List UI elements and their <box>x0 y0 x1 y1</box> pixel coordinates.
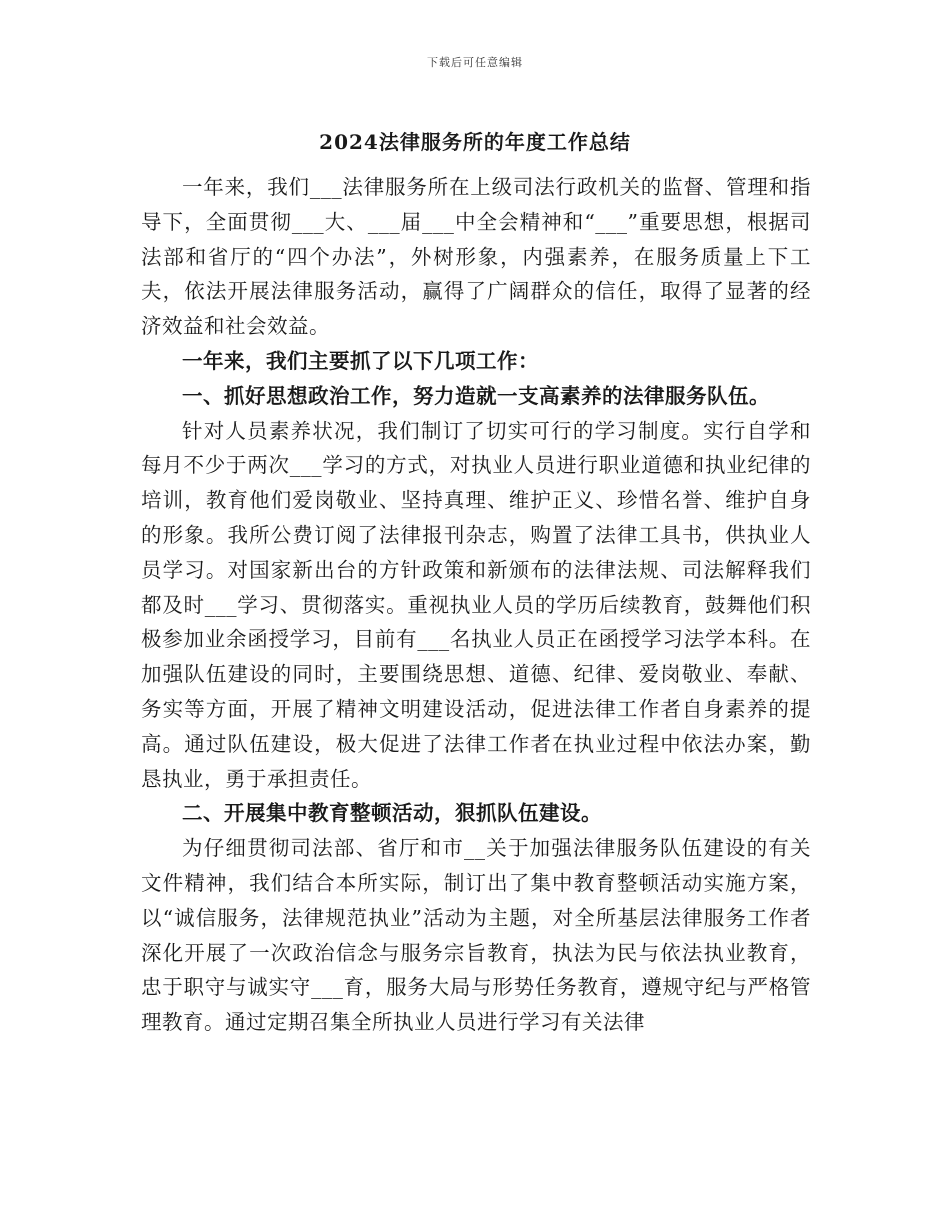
paragraph-section-2: 为仔细贯彻司法部、省厅和市__关于加强法律服务队伍建设的有关文件精神，我们结合本所实际，制订出了集中教育整顿活动实施方案，以“诚信服务，法律规范执业”活动为主题，对全所基层法律服务工作者深化开展了一次政治信念与服务宗旨教育，执法为民与依法执业教育，忠于职守与诚实守___育，服务大局与形势任务教育，遵规守纪与严格管理教育。通过定期召集全所执业人员进行学习有关法律 <box>141 836 811 1035</box>
paragraph-summary-heading: 一年来，我们主要抓了以下几项工作： <box>182 348 539 373</box>
header-note: 下载后可任意编辑 <box>427 56 523 69</box>
section-heading-1: 一、抓好思想政治工作，努力造就一支高素养的法律服务队伍。 <box>182 383 770 408</box>
paragraph-section-1: 针对人员素养状况，我们制订了切实可行的学习制度。实行自学和每月不少于两次___学习的方式，对执业人员进行职业道德和执业纪律的培训，教育他们爱岗敬业、坚持真理、维护正义、珍惜名誉、维护自身的形象。我所公费订阅了法律报刊杂志，购置了法律工具书，供执业人员学习。对国家新出台的方针政策和新颁布的法律法规、司法解释我们都及时___学习、贯彻落实。重视执业人员的学历后续教育，鼓舞他们积极参加业余函授学习，目前有___名执业人员正在函授学习法学本科。在加强队伍建设的同时，主要围绕思想、道德、纪律、爱岗敬业、奉献、务实等方面，开展了精神文明建设活动，促进法律工作者自身素养的提高。通过队伍建设，极大促进了法律工作者在执业过程中依法办案，勤恳执业，勇于承担责任。 <box>141 418 811 791</box>
section-heading-2: 二、开展集中教育整顿活动，狠抓队伍建设。 <box>182 801 602 826</box>
document-body <box>141 170 811 1040</box>
document-title: 2024法律服务所的年度工作总结 <box>319 130 631 154</box>
paragraph-intro: 一年来，我们___法律服务所在上级司法行政机关的监督、管理和指导下，全面贯彻___大、___届___中全会精神和“___”重要思想，根据司法部和省厅的“四个办法”，外树形象，内强素养，在服务质量上下工夫，依法开展法律服务活动，赢得了广阔群众的信任，取得了显著的经济效益和社会效益。 <box>141 175 811 339</box>
